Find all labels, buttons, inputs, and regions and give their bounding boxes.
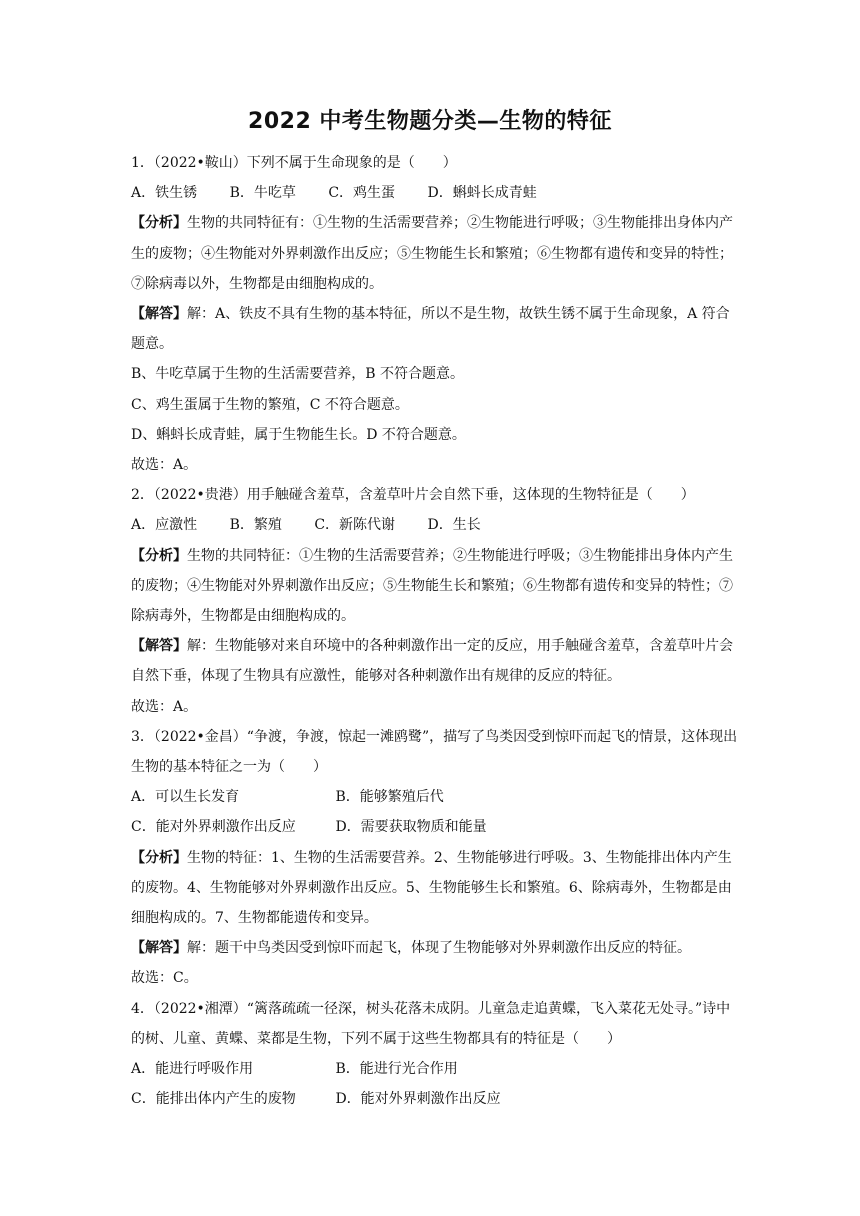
question-3-options-row-1 xyxy=(131,782,739,812)
answer-line: D、蝌蚪长成青蛙，属于生物能生长。D 不符合题意。 xyxy=(131,426,466,443)
answer-text: 解：A、铁皮不具有生物的基本特征，所以不是生物，故铁生锈不属于生命现象，A 符合题意。 xyxy=(131,306,730,353)
analysis-tag: 【分析】 xyxy=(131,547,187,564)
option-a: A．铁生锈 xyxy=(131,185,198,202)
question-3-analysis xyxy=(131,843,739,934)
question-2-choice: 故选：A。 xyxy=(131,698,198,715)
option-d: D．蝌蚪长成青蛙 xyxy=(427,185,537,202)
question-3-choice: 故选：C。 xyxy=(131,970,198,987)
question-1-analysis xyxy=(131,208,739,299)
question-1-choice: 故选：A。 xyxy=(131,457,198,474)
answer-tag: 【解答】 xyxy=(131,638,187,655)
question-1-stem: 1．（2022•鞍山）下列不属于生命现象的是（ ） xyxy=(131,155,457,171)
option-b: B．繁殖 xyxy=(229,517,282,534)
question-1-answer xyxy=(131,299,739,359)
answer-text: 解：生物能够对来自环境中的各种刺激作出一定的反应，用手触碰含羞草，含羞草叶片会自然下垂，体现了生物具有应激性，能够对各种刺激作出有规律的反应的特征。 xyxy=(131,638,733,685)
option-a: A．可以生长发育 xyxy=(131,789,240,806)
option-a: A．能进行呼吸作用 xyxy=(131,1061,254,1078)
analysis-tag: 【分析】 xyxy=(131,215,187,232)
answer-line: B、牛吃草属于生物的生活需要营养，B 不符合题意。 xyxy=(131,366,465,383)
answer-line: C、鸡生蛋属于生物的繁殖，C 不符合题意。 xyxy=(131,396,409,413)
question-3-options-row-2 xyxy=(131,812,739,842)
question-4-stem: 4．（2022•湘潭）“篱落疏疏一径深，树头花落未成阴。儿童急走追黄蝶，飞入菜花无处寻。”诗中的树、儿童、黄蝶、菜都是生物，下列不属于这些生物都具有的特征是（ ） xyxy=(131,1000,731,1047)
option-b: B．能够繁殖后代 xyxy=(335,789,444,806)
option-b: B．牛吃草 xyxy=(229,185,296,202)
analysis-text: 生物的共同特征有：①生物的生活需要营养；②生物能进行呼吸；③生物能排出身体内产生的废物；④生物能对外界刺激作出反应；⑤生物能生长和繁殖；⑥生物都有遗传和变异的特性；⑦除病毒以外，生物都是由细胞构成的。 xyxy=(131,215,733,292)
option-c: C．能对外界刺激作出反应 xyxy=(131,819,296,836)
option-d: D．能对外界刺激作出反应 xyxy=(335,1091,501,1108)
question-2-analysis xyxy=(131,541,739,632)
document-body xyxy=(131,148,739,1115)
document-title: 2022 中考生物题分类—生物的特征 xyxy=(248,109,612,134)
question-3-answer xyxy=(131,933,739,963)
question-2-stem: 2．（2022•贵港）用手触碰含羞草，含羞草叶片会自然下垂，这体现的生物特征是（ ） xyxy=(131,487,695,504)
option-c: C．能排出体内产生的废物 xyxy=(131,1091,296,1108)
question-1-options xyxy=(131,178,739,208)
question-2-options xyxy=(131,510,739,540)
option-b: B．能进行光合作用 xyxy=(335,1061,458,1078)
question-4-options-row-1 xyxy=(131,1054,739,1084)
option-d: D．需要获取物质和能量 xyxy=(335,819,487,836)
option-c: C．鸡生蛋 xyxy=(328,185,396,202)
answer-text: 解：题干中鸟类因受到惊吓而起飞，体现了生物能够对外界刺激作出反应的特征。 xyxy=(187,940,691,957)
option-a: A．应激性 xyxy=(131,517,198,534)
analysis-text: 生物的特征：1、生物的生活需要营养。2、生物能够进行呼吸。3、生物能排出体内产生的废物。4、生物能够对外界刺激作出反应。5、生物能够生长和繁殖。6、除病毒外，生物都是由细胞构成的。7、生物都能遗传和变异。 xyxy=(131,849,732,927)
option-d: D．生长 xyxy=(427,517,481,534)
question-2-answer xyxy=(131,631,739,691)
question-4-options-row-2 xyxy=(131,1084,739,1114)
option-c: C．新陈代谢 xyxy=(314,517,396,534)
answer-tag: 【解答】 xyxy=(131,306,187,323)
question-3-stem: 3．（2022•金昌）“争渡，争渡，惊起一滩鸥鹭”，描写了鸟类因受到惊吓而起飞的情景，这体现出生物的基本特征之一为（ ） xyxy=(131,728,738,776)
answer-tag: 【解答】 xyxy=(131,940,187,957)
analysis-text: 生物的共同特征：①生物的生活需要营养；②生物能进行呼吸；③生物能排出身体内产生的废物；④生物能对外界刺激作出反应；⑤生物能生长和繁殖；⑥生物都有遗传和变异的特性；⑦除病毒外，生物都是由细胞构成的。 xyxy=(131,547,733,625)
analysis-tag: 【分析】 xyxy=(131,849,187,866)
